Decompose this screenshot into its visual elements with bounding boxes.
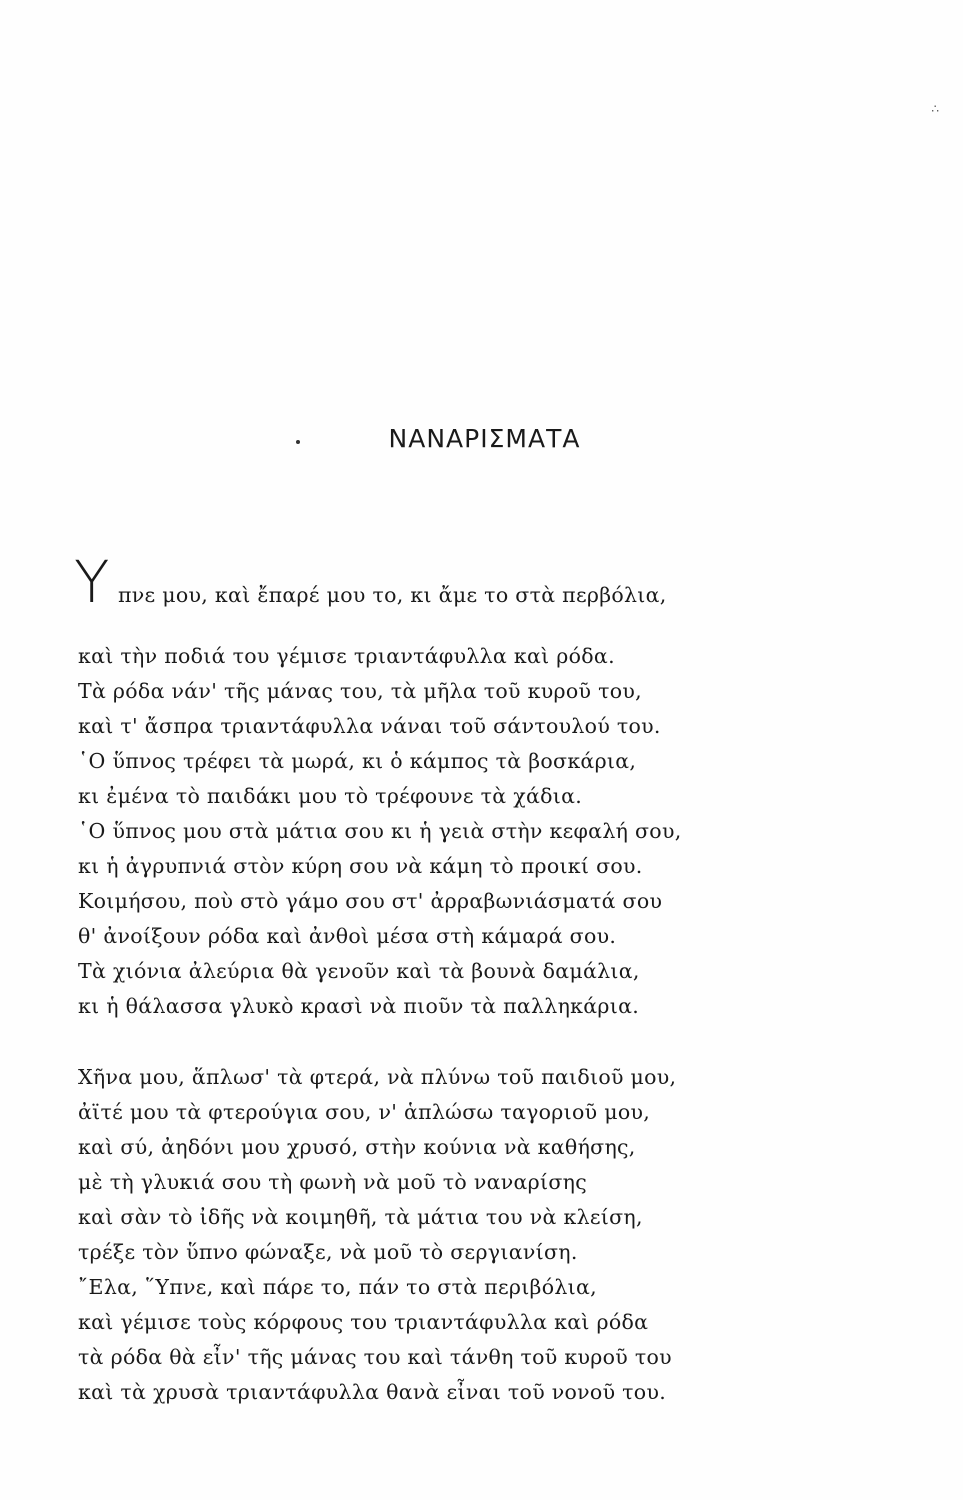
verse-line: ῾Ο ὕπνος μου στὰ μάτια σου κι ἡ γειὰ στὴν κεφαλή σου, [78,819,682,843]
stanza-1-first-line [74,548,798,616]
verse-line: καὶ τὴν ποδιά του γέμισε τριαντάφυλλα καὶ ρόδα. [78,644,615,668]
drop-cap: Υ [74,548,110,616]
verse-line: τρέξε τὸν ὕπνο φώναξε, νὰ μοῦ τὸ σεργιανίση. [78,1240,578,1264]
first-line-text: πνε μου, καὶ ἔπαρέ μου το, κι ἄμε το στὰ περβόλια, [118,583,667,607]
verse-line: Κοιμήσου, ποὺ στὸ γάμο σου στ' ἀρραβωνιάσματά σου [78,889,663,913]
verse-line: ἀϊτέ μου τὰ φτερούγια σου, ν' ἁπλώσω ταγοριοῦ μου, [78,1100,651,1124]
verse-line: καὶ σὰν τὸ ἰδῆς νὰ κοιμηθῆ, τὰ μάτια του νὰ κλείση, [78,1205,643,1229]
verse-line: Χῆνα μου, ἅπλωσ' τὰ φτερά, νὰ πλύνω τοῦ παιδιοῦ μου, [78,1065,677,1089]
verse-line: Τὰ χιόνια ἀλεύρια θὰ γενοῦν καὶ τὰ βουνὰ δαμάλια, [78,959,640,983]
verse-line: καὶ σύ, ἀηδόνι μου χρυσό, στὴν κούνια νὰ καθήσης, [78,1135,636,1159]
verse-line: κι ἡ ἀγρυπνιά στὸν κύρη σου νὰ κάμη τὸ προικί σου. [78,854,643,878]
verse-line: Τὰ ρόδα νάν' τῆς μάνας του, τὰ μῆλα τοῦ κυροῦ του, [78,679,642,703]
verse-line: καὶ γέμισε τοὺς κόρφους του τριαντάφυλλα καὶ ρόδα [78,1310,649,1334]
verse-line: κι ἐμένα τὸ παιδάκι μου τὸ τρέφουνε τὰ χάδια. [78,784,583,808]
verse-line: καὶ τὰ χρυσὰ τριαντάφυλλα θανὰ εἶναι τοῦ νονοῦ του. [78,1380,667,1404]
margin-mark: ∴ [931,102,939,116]
verse-line: ῾Ο ὕπνος τρέφει τὰ μωρά, κι ὁ κάμπος τὰ βοσκάρια, [78,749,637,773]
verse-line: μὲ τὴ γλυκιά σου τὴ φωνὴ νὰ μοῦ τὸ ναναρίσης [78,1170,588,1194]
verse-line: κι ἡ θάλασσα γλυκὸ κρασὶ νὰ πιοῦν τὰ παλληκάρια. [78,994,640,1018]
verse-line: ῎Ελα, ῞Υπνε, καὶ πάρε το, πάν το στὰ περιβόλια, [78,1275,597,1299]
verse-line: καὶ τ' ἄσπρα τριαντάφυλλα νάναι τοῦ σάντουλού του. [78,714,661,738]
stanza-2 [78,1060,798,1410]
page-title: ΝΑΝΑΡΙΣΜΑΤΑ [388,424,581,453]
verse-line: θ' ἀνοίξουν ρόδα καὶ ἀνθοὶ μέσα στὴ κάμαρά σου. [78,924,617,948]
stanza-1-lines [78,639,798,1024]
stanza-1 [74,548,798,1024]
verse-line: τὰ ρόδα θὰ εἶν' τῆς μάνας του καὶ τάνθη τοῦ κυροῦ του [78,1345,672,1369]
